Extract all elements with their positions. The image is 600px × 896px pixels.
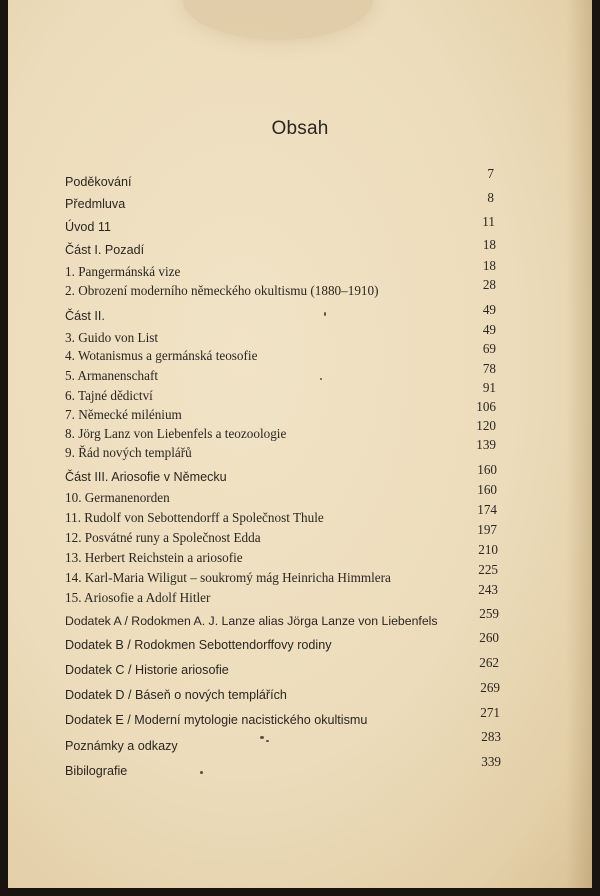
print-speck [324, 312, 326, 316]
toc-entry-page: 78 [482, 361, 496, 376]
toc-entry-label: 12. Posvátné runy a Společnost Edda [65, 530, 261, 545]
toc-entry-label: 8. Jörg Lanz von Liebenfels a teozoologie [65, 426, 287, 441]
book-page [8, 0, 592, 888]
toc-entry-label: 11. Rudolf von Sebottendorff a Společnost Thule [65, 510, 324, 525]
toc-entry-label: 10. Germanenorden [65, 490, 170, 505]
toc-entry-page: 243 [478, 582, 498, 597]
toc-entry-page: 262 [479, 655, 499, 670]
toc-entry-label: 3. Guido von List [65, 330, 159, 345]
paper-stain [183, 0, 373, 40]
toc-entry-page: 91 [482, 380, 496, 395]
print-speck [266, 740, 269, 742]
toc-entry-page: 271 [480, 705, 500, 720]
toc-entry-label: Dodatek B / Rodokmen Sebottendorffovy rodiny [65, 638, 332, 652]
toc-entry-page: 11 [482, 214, 495, 229]
toc-entry-page: 8 [487, 190, 494, 205]
toc-entry-page: 339 [481, 754, 501, 769]
toc-entry-page: 120 [476, 418, 496, 433]
toc-entry-page: 18 [482, 258, 496, 273]
toc-entry-label: Dodatek E / Moderní mytologie nacistického okultismu [65, 713, 368, 727]
toc-entry-label: Bibilografie [65, 764, 128, 778]
toc-entry-page: 225 [478, 562, 498, 577]
toc-entry-page: 18 [482, 237, 496, 252]
toc-entry-label: Poděkování [65, 175, 132, 189]
toc-entry-label: 2. Obrození moderního německého okultismu (1880–1910) [65, 283, 379, 298]
toc-entry-label: 14. Karl-Maria Wiligut – soukromý mág Heinricha Himmlera [65, 570, 391, 585]
print-speck [200, 771, 203, 774]
toc-entry-page: 197 [477, 522, 497, 537]
toc-entry-label: 9. Řád nových templářů [65, 445, 192, 460]
toc-entry-page: 160 [477, 462, 497, 477]
toc-entry-label: 5. Armanenschaft [65, 368, 159, 383]
toc-entry-page: 49 [482, 322, 496, 337]
toc-entry-label: Část II. [65, 309, 105, 323]
toc-entry-page: 283 [481, 729, 501, 744]
toc-entry-page: 139 [476, 437, 496, 452]
toc-entry-label: Předmluva [65, 197, 126, 211]
toc-entry-page: 259 [479, 606, 499, 621]
toc-entry-label: 1. Pangermánská vize [65, 264, 181, 279]
toc-entry-label: 6. Tajné dědictví [65, 388, 153, 403]
print-speck [320, 378, 322, 380]
page-title: Obsah [271, 118, 329, 139]
toc-entry-page: 260 [479, 630, 499, 645]
toc-entry-label: Poznámky a odkazy [65, 739, 178, 753]
toc-entry-page: 28 [482, 277, 496, 292]
print-speck [260, 736, 264, 739]
toc-entry-label: 7. Německé milénium [65, 407, 182, 422]
toc-entry-label: Část III. Ariosofie v Německu [65, 470, 227, 484]
toc-entry-page: 106 [476, 399, 496, 414]
toc-entry-label: Část I. Pozadí [65, 243, 145, 257]
toc-entry-label: 15. Ariosofie a Adolf Hitler [65, 590, 211, 605]
toc-entry-page: 174 [477, 502, 497, 517]
toc-entry-label: 4. Wotanismus a germánská teosofie [65, 348, 258, 363]
toc-entry-label: 13. Herbert Reichstein a ariosofie [65, 550, 243, 565]
toc-entry-page: 160 [477, 482, 497, 497]
toc-entry-page: 49 [482, 302, 496, 317]
toc-entry-label: Dodatek D / Báseň o nových templářích [65, 688, 287, 702]
toc-entry-page: 269 [480, 680, 500, 695]
toc-entry-page: 7 [487, 166, 494, 181]
toc-entry-label: Úvod 11 [65, 220, 111, 234]
toc-entry-label: Dodatek A / Rodokmen A. J. Lanze alias Jörga Lanze von Liebenfels [65, 614, 438, 628]
toc-entry-page: 69 [482, 341, 496, 356]
toc-entry-page: 210 [478, 542, 498, 557]
toc-entry-label: Dodatek C / Historie ariosofie [65, 663, 229, 677]
